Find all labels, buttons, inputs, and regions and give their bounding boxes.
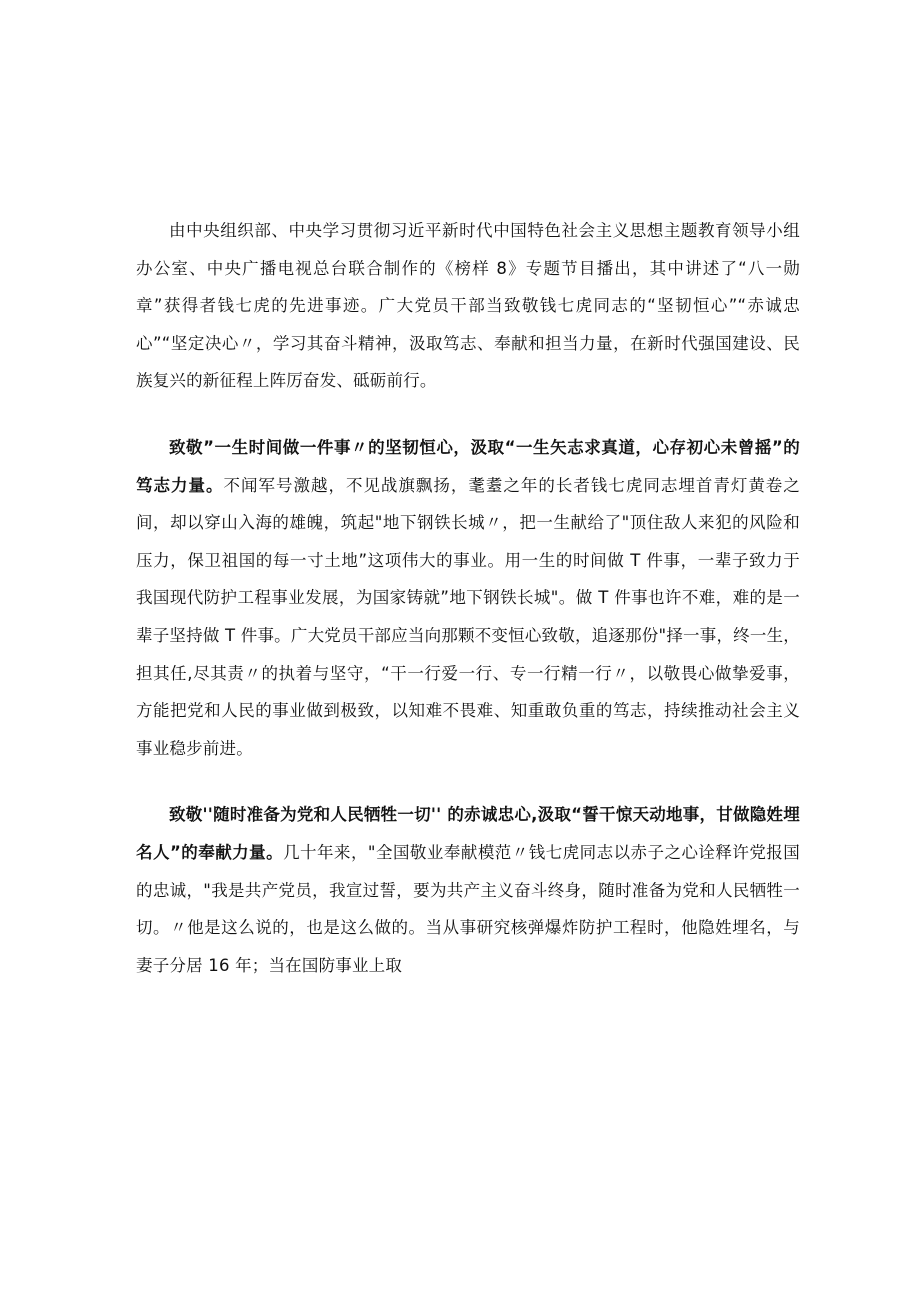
paragraph-intro [136, 212, 800, 400]
paragraph-intro-text: 由中央组织部、中央学习贯彻习近平新时代中国特色社会主义思想主题教育领导小组办公室、中央广播电视总台联合制作的《榜样 8》专题节目播出，其中讲述了“八一勋章”获得者钱七虎的先进事迹。广大党员干部当致敬钱七虎同志的“坚韧恒心”“赤诚忠心”“坚定决心〃，学习其奋斗精神，汲取笃志、奉献和担当力量，在新时代强国建设、民族复兴的新征程上阵厉奋发、砥砺前行。 [136, 221, 800, 391]
paragraph-loyalty-heading: 致敬''随时准备为党和人民牺牲一切'' 的赤诚忠心,汲取“誓干惊天动地事，甘做隐姓埋名人”的奉献力量。 [136, 805, 800, 862]
paragraph-perseverance [136, 429, 800, 767]
paragraph-perseverance-heading: 致敬”一生时间做一件事〃的坚韧恒心，汲取“一生矢志求真道，心存初心未曾摇”的笃志力量。 [136, 437, 800, 495]
article-body [136, 212, 800, 1013]
paragraph-loyalty-text: 几十年来，"全国敬业奉献模范〃钱七虎同志以赤子之心诠释许党报国的忠诚，"我是共产党员，我宣过誓，要为共产主义奋斗终身，随时准备为党和人民牺牲一切。〃他是这么说的，也是这么做的。当从事研究核弹爆炸防护工程时，他隐姓埋名，与妻子分居 16 年；当在国防事业上取 [136, 842, 800, 975]
paragraph-perseverance-text: 不闻军号激越，不见战旗飘扬，耄耋之年的长者钱七虎同志埋首青灯黄卷之间，却以穿山入海的雄魄，筑起"地下钢铁长城〃，把一生献给了"顶住敌人来犯的风险和压力，保卫祖国的每一寸土地”这项伟大的事业。用一生的时间做 T 件事，一辈子致力于我国现代防护工程事业发展，为国家铸就”地下钢铁长城"。做 T 件事也许不难，难的是一辈子坚持做 T 件事。广大党员干部应当向那颗不变恒心致敬，追逐那份"择一事，终一生，担其任,尽其责〃的执着与坚守，“干一行爱一行、专一行精一行〃，以敬畏心做挚爱事，方能把党和人民的事业做到极致，以知难不畏难、知重敢负重的笃志，持续推动社会主义事业稳步前进。 [136, 475, 801, 758]
paragraph-loyalty [136, 796, 800, 984]
